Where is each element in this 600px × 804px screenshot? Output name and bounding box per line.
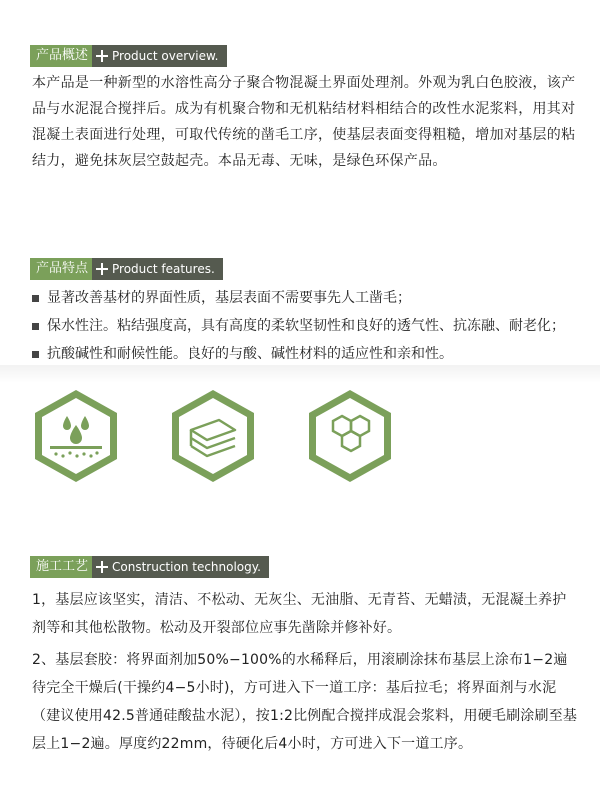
construction-step-2: 2、基层套胶：将界面剂加50%−100%的水稀释后，用滚刷涂抹布基层上涂布1−2遍待完全干燥后(干操约4−5小时)，方可进入下一道工序：基后拉毛；将界面剂与水泥（建议使用42.5普通硅酸盐水泥），按1:2比例配合搅拌成混会浆料，用硬毛刷涂刷至基层上1−2遍。厚度约22mm，待硬化后4小时，方可进入下一道工序。 <box>32 652 578 752</box>
hexagon-cells-icon <box>306 388 394 484</box>
overview-header <box>30 45 227 67</box>
overview-title-en: Product overview. <box>112 49 219 63</box>
overview-title-en-wrap <box>92 45 226 67</box>
layers-icon <box>169 388 257 484</box>
feature-item <box>32 340 600 368</box>
bullet-icon <box>32 295 39 302</box>
plus-icon <box>96 50 108 62</box>
feature-text: 显著改善基材的界面性质，基层表面不需要事先人工凿毛； <box>47 290 411 306</box>
feature-text: 抗酸碱性和耐候性能。良好的与酸、碱性材料的适应性和亲和性。 <box>47 346 453 362</box>
construction-title-cn: 施工工艺 <box>30 556 92 578</box>
bullet-icon <box>32 351 39 358</box>
plus-icon <box>96 561 108 573</box>
construction-header <box>30 556 269 578</box>
features-header <box>30 258 223 280</box>
overview-text: 本产品是一种新型的水溶性高分子聚合物混凝土界面处理剂。外观为乳白色胶液，该产品与水泥混合搅拌后。成为有机聚合物和无机粘结材料相结合的改性水泥浆料，用其对混凝土表面进行处理，可取代传统的凿毛工序，使基层表面变得粗糙，增加对基层的粘结力，避免抹灰层空鼓起壳。本品无毒、无味，是绿色环保产品。 <box>32 75 576 169</box>
water-drops-icon <box>32 388 120 484</box>
divider-shadow <box>0 365 600 383</box>
features-title-en-wrap <box>92 258 223 280</box>
features-title-cn: 产品特点 <box>30 258 92 280</box>
plus-icon <box>96 263 108 275</box>
features-list <box>32 284 600 368</box>
feature-text: 保水性注。粘结强度高，具有高度的柔软坚韧性和良好的透气性、抗冻融、耐老化； <box>47 318 565 334</box>
construction-step-1: 1，基层应该坚实，清洁、不松动、无灰尘、无油脂、无青苔、无蜡渍，无混凝土养护剂等和其他松散物。松动及开裂部位应事先凿除并修补好。 <box>32 592 567 636</box>
overview-title-cn: 产品概述 <box>30 45 92 67</box>
construction-title-en: Construction technology. <box>112 560 261 574</box>
bullet-icon <box>32 323 39 330</box>
feature-item <box>32 284 600 312</box>
construction-title-en-wrap <box>92 556 269 578</box>
features-title-en: Product features. <box>112 262 215 276</box>
feature-item <box>32 312 600 340</box>
